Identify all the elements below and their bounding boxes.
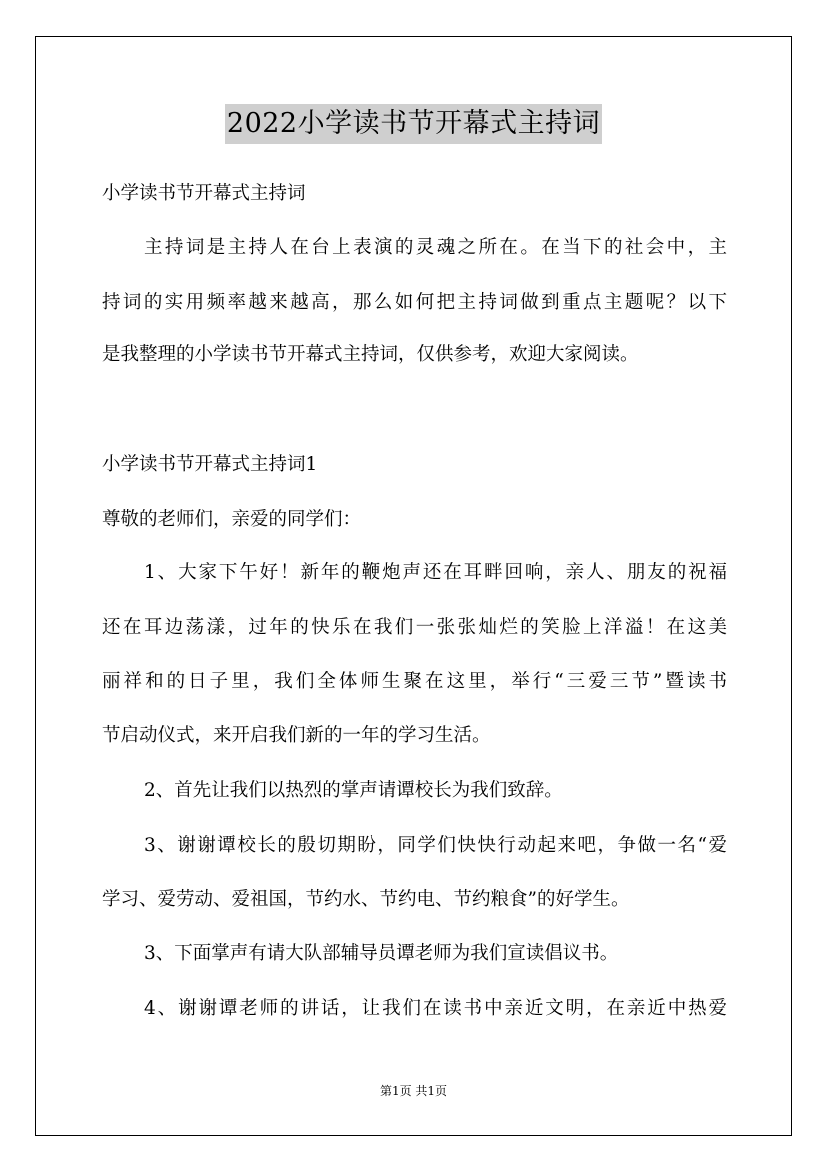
intro-line-1: 主持词是主持人在台上表演的灵魂之所在。在当下的社会中，主 <box>144 237 727 258</box>
intro-line-2: 持词的实用频率越来越高，那么如何把主持词做到重点主题呢？以下 <box>102 292 727 313</box>
paragraph-2: 2、首先让我们以热烈的掌声请谭校长为我们致辞。 <box>144 780 563 801</box>
greeting: 尊敬的老师们，亲爱的同学们： <box>102 509 362 530</box>
intro-line-3: 是我整理的小学读书节开幕式主持词，仅供参考，欢迎大家阅读。 <box>102 344 639 365</box>
document-subtitle: 小学读书节开幕式主持词 <box>102 183 306 204</box>
section-heading: 小学读书节开幕式主持词1 <box>102 454 318 475</box>
paragraph-1-line-4: 节启动仪式，来开启我们新的一年的学习生活。 <box>102 725 491 746</box>
paragraph-1-line-1: 1、大家下午好！新年的鞭炮声还在耳畔回响，亲人、朋友的祝福 <box>144 562 727 583</box>
paragraph-4: 3、下面掌声有请大队部辅导员谭老师为我们宣读倡议书。 <box>144 943 619 964</box>
paragraph-3-line-1: 3、谢谢谭校长的殷切期盼，同学们快快行动起来吧，争做一名“爱 <box>144 835 727 856</box>
page-number-footer: 第1页 共1页 <box>379 1084 448 1098</box>
title-container <box>0 104 827 144</box>
paragraph-1-line-2: 还在耳边荡漾，过年的快乐在我们一张张灿烂的笑脸上洋溢！在这美 <box>102 617 727 638</box>
document-title: 2022小学读书节开幕式主持词 <box>225 104 602 144</box>
paragraph-5-line-1: 4、谢谢谭老师的讲话，让我们在读书中亲近文明，在亲近中热爱 <box>144 998 727 1019</box>
paragraph-1-line-3: 丽祥和的日子里，我们全体师生聚在这里，举行“三爱三节”暨读书 <box>102 671 727 692</box>
paragraph-3-line-2: 学习、爱劳动、爱祖国，节约水、节约电、节约粮食”的好学生。 <box>102 889 630 910</box>
